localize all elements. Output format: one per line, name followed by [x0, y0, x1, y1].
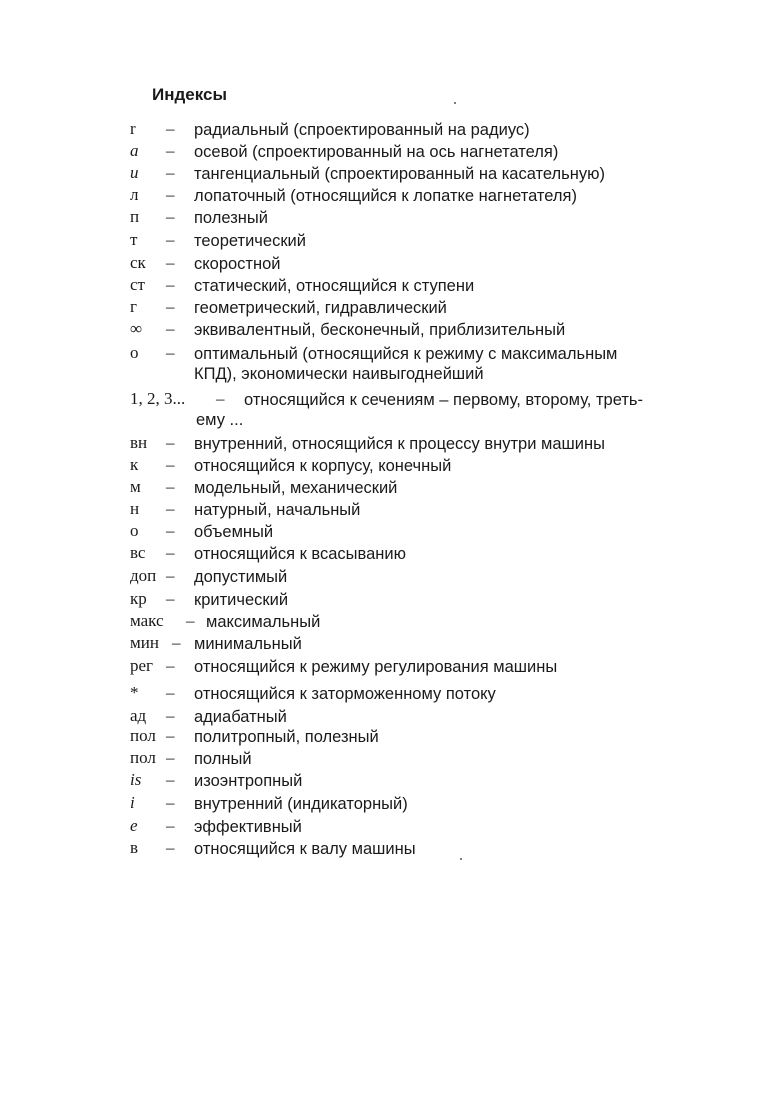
index-symbol: ∞	[130, 319, 143, 338]
index-description-continuation: КПД), экономически наивыгоднейший	[194, 365, 484, 383]
index-entry	[0, 455, 782, 479]
separator-dash: –	[166, 543, 175, 562]
index-symbol: в	[130, 838, 139, 857]
index-symbol: is	[130, 770, 142, 789]
separator-dash: –	[186, 611, 195, 630]
index-symbol: r	[130, 119, 136, 138]
index-description: натурный, начальный	[194, 501, 361, 519]
index-symbol: г	[130, 297, 137, 316]
index-description: скоростной	[194, 255, 281, 273]
index-entry	[0, 683, 782, 707]
separator-dash: –	[166, 748, 175, 767]
index-description: лопаточный (относящийся к лопатке нагнетателя)	[194, 187, 577, 205]
index-symbol: о	[130, 343, 139, 362]
index-symbol: т	[130, 230, 138, 249]
index-entry	[0, 633, 782, 657]
index-description: эффективный	[194, 818, 302, 836]
index-symbol: м	[130, 477, 141, 496]
index-symbol: доп	[130, 566, 157, 585]
index-description: геометрический, гидравлический	[194, 299, 447, 317]
separator-dash: –	[166, 275, 175, 294]
separator-dash: –	[166, 185, 175, 204]
index-entry	[0, 543, 782, 567]
separator-dash: –	[166, 477, 175, 496]
index-description: изоэнтропный	[194, 772, 303, 790]
index-description: относящийся к корпусу, конечный	[194, 457, 452, 475]
index-symbol: пол	[130, 748, 156, 767]
index-entry	[0, 253, 782, 277]
index-entry	[0, 343, 782, 389]
index-symbol: рег	[130, 656, 154, 675]
separator-dash: –	[166, 656, 175, 675]
index-entry	[0, 230, 782, 254]
index-entry	[0, 656, 782, 680]
index-symbol: вн	[130, 433, 148, 452]
index-entry	[0, 119, 782, 143]
separator-dash: –	[166, 770, 175, 789]
index-entry	[0, 611, 782, 635]
separator-dash: –	[166, 683, 175, 702]
index-symbol: кр	[130, 589, 147, 608]
index-description: относящийся к режиму регулирования машины	[194, 658, 558, 676]
index-entry	[0, 319, 782, 343]
index-description: допустимый	[194, 568, 288, 586]
index-description: объемный	[194, 523, 274, 541]
index-symbol: ад	[130, 706, 147, 725]
index-entry	[0, 389, 782, 435]
index-entry	[0, 770, 782, 794]
separator-dash: –	[166, 726, 175, 745]
index-description: эквивалентный, бесконечный, приблизительный	[194, 321, 566, 339]
index-symbol: пол	[130, 726, 156, 745]
index-symbol: *	[130, 683, 139, 702]
index-entry	[0, 838, 782, 862]
index-entry	[0, 521, 782, 545]
index-description: относящийся к сечениям – первому, второму, треть-	[244, 391, 643, 409]
index-entry	[0, 748, 782, 772]
index-description: модельный, механический	[194, 479, 398, 497]
index-symbol: к	[130, 455, 139, 474]
index-entry	[0, 163, 782, 187]
separator-dash: –	[166, 455, 175, 474]
index-description: внутренний (индикаторный)	[194, 795, 408, 813]
index-symbol: п	[130, 207, 140, 226]
index-symbol: ст	[130, 275, 145, 294]
index-entry	[0, 275, 782, 299]
separator-dash: –	[166, 319, 175, 338]
separator-dash: –	[166, 706, 175, 725]
index-symbol: вс	[130, 543, 146, 562]
index-entry	[0, 207, 782, 231]
index-description: относящийся к заторможенному потоку	[194, 685, 496, 703]
index-description-continuation: ему ...	[196, 411, 244, 429]
separator-dash: –	[166, 521, 175, 540]
index-entry	[0, 589, 782, 613]
separator-dash: –	[166, 253, 175, 272]
index-description: радиальный (спроектированный на радиус)	[194, 121, 530, 139]
index-description: внутренний, относящийся к процессу внутри машины	[194, 435, 605, 453]
index-entry	[0, 141, 782, 165]
index-symbol: л	[130, 185, 139, 204]
index-entry	[0, 566, 782, 590]
index-symbol: i	[130, 793, 135, 812]
index-description: осевой (спроектированный на ось нагнетателя)	[194, 143, 559, 161]
index-symbol: н	[130, 499, 140, 518]
separator-dash: –	[166, 566, 175, 585]
separator-dash: –	[166, 433, 175, 452]
index-entry	[0, 726, 782, 750]
separator-dash: –	[172, 633, 181, 652]
separator-dash: –	[166, 141, 175, 160]
separator-dash: –	[166, 838, 175, 857]
separator-dash: –	[166, 343, 175, 362]
index-entry	[0, 297, 782, 321]
separator-dash: –	[166, 207, 175, 226]
separator-dash: –	[166, 119, 175, 138]
separator-dash: –	[166, 163, 175, 182]
index-symbol: о	[130, 521, 139, 540]
index-symbol: 1, 2, 3...	[130, 389, 186, 408]
separator-dash: –	[166, 499, 175, 518]
index-description: полезный	[194, 209, 268, 227]
index-description: оптимальный (относящийся к режиму с максимальным	[194, 345, 618, 363]
separator-dash: –	[166, 816, 175, 835]
scan-speck	[454, 102, 456, 104]
index-description: относящийся к валу машины	[194, 840, 416, 858]
index-entry	[0, 185, 782, 209]
index-description: относящийся к всасыванию	[194, 545, 407, 563]
index-symbol: a	[130, 141, 139, 160]
index-entry	[0, 433, 782, 457]
index-description: тангенциальный (спроектированный на касательную)	[194, 165, 605, 183]
index-description: теоретический	[194, 232, 306, 250]
scan-speck	[460, 858, 462, 860]
index-entry	[0, 816, 782, 840]
index-description: полный	[194, 750, 252, 768]
index-symbol: u	[130, 163, 139, 182]
index-symbol: ск	[130, 253, 146, 272]
index-symbol: макс	[130, 611, 164, 630]
separator-dash: –	[216, 389, 225, 408]
index-description: политропный, полезный	[194, 728, 379, 746]
index-entry	[0, 477, 782, 501]
page-title: Индексы	[152, 85, 227, 104]
index-entry	[0, 793, 782, 817]
index-description: минимальный	[194, 635, 302, 653]
separator-dash: –	[166, 793, 175, 812]
index-description: критический	[194, 591, 289, 609]
separator-dash: –	[166, 230, 175, 249]
index-description: максимальный	[206, 613, 321, 631]
index-symbol: e	[130, 816, 138, 835]
index-description: адиабатный	[194, 708, 287, 726]
separator-dash: –	[166, 297, 175, 316]
index-description: статический, относящийся к ступени	[194, 277, 475, 295]
index-entry	[0, 499, 782, 523]
separator-dash: –	[166, 589, 175, 608]
index-symbol: мин	[130, 633, 159, 652]
